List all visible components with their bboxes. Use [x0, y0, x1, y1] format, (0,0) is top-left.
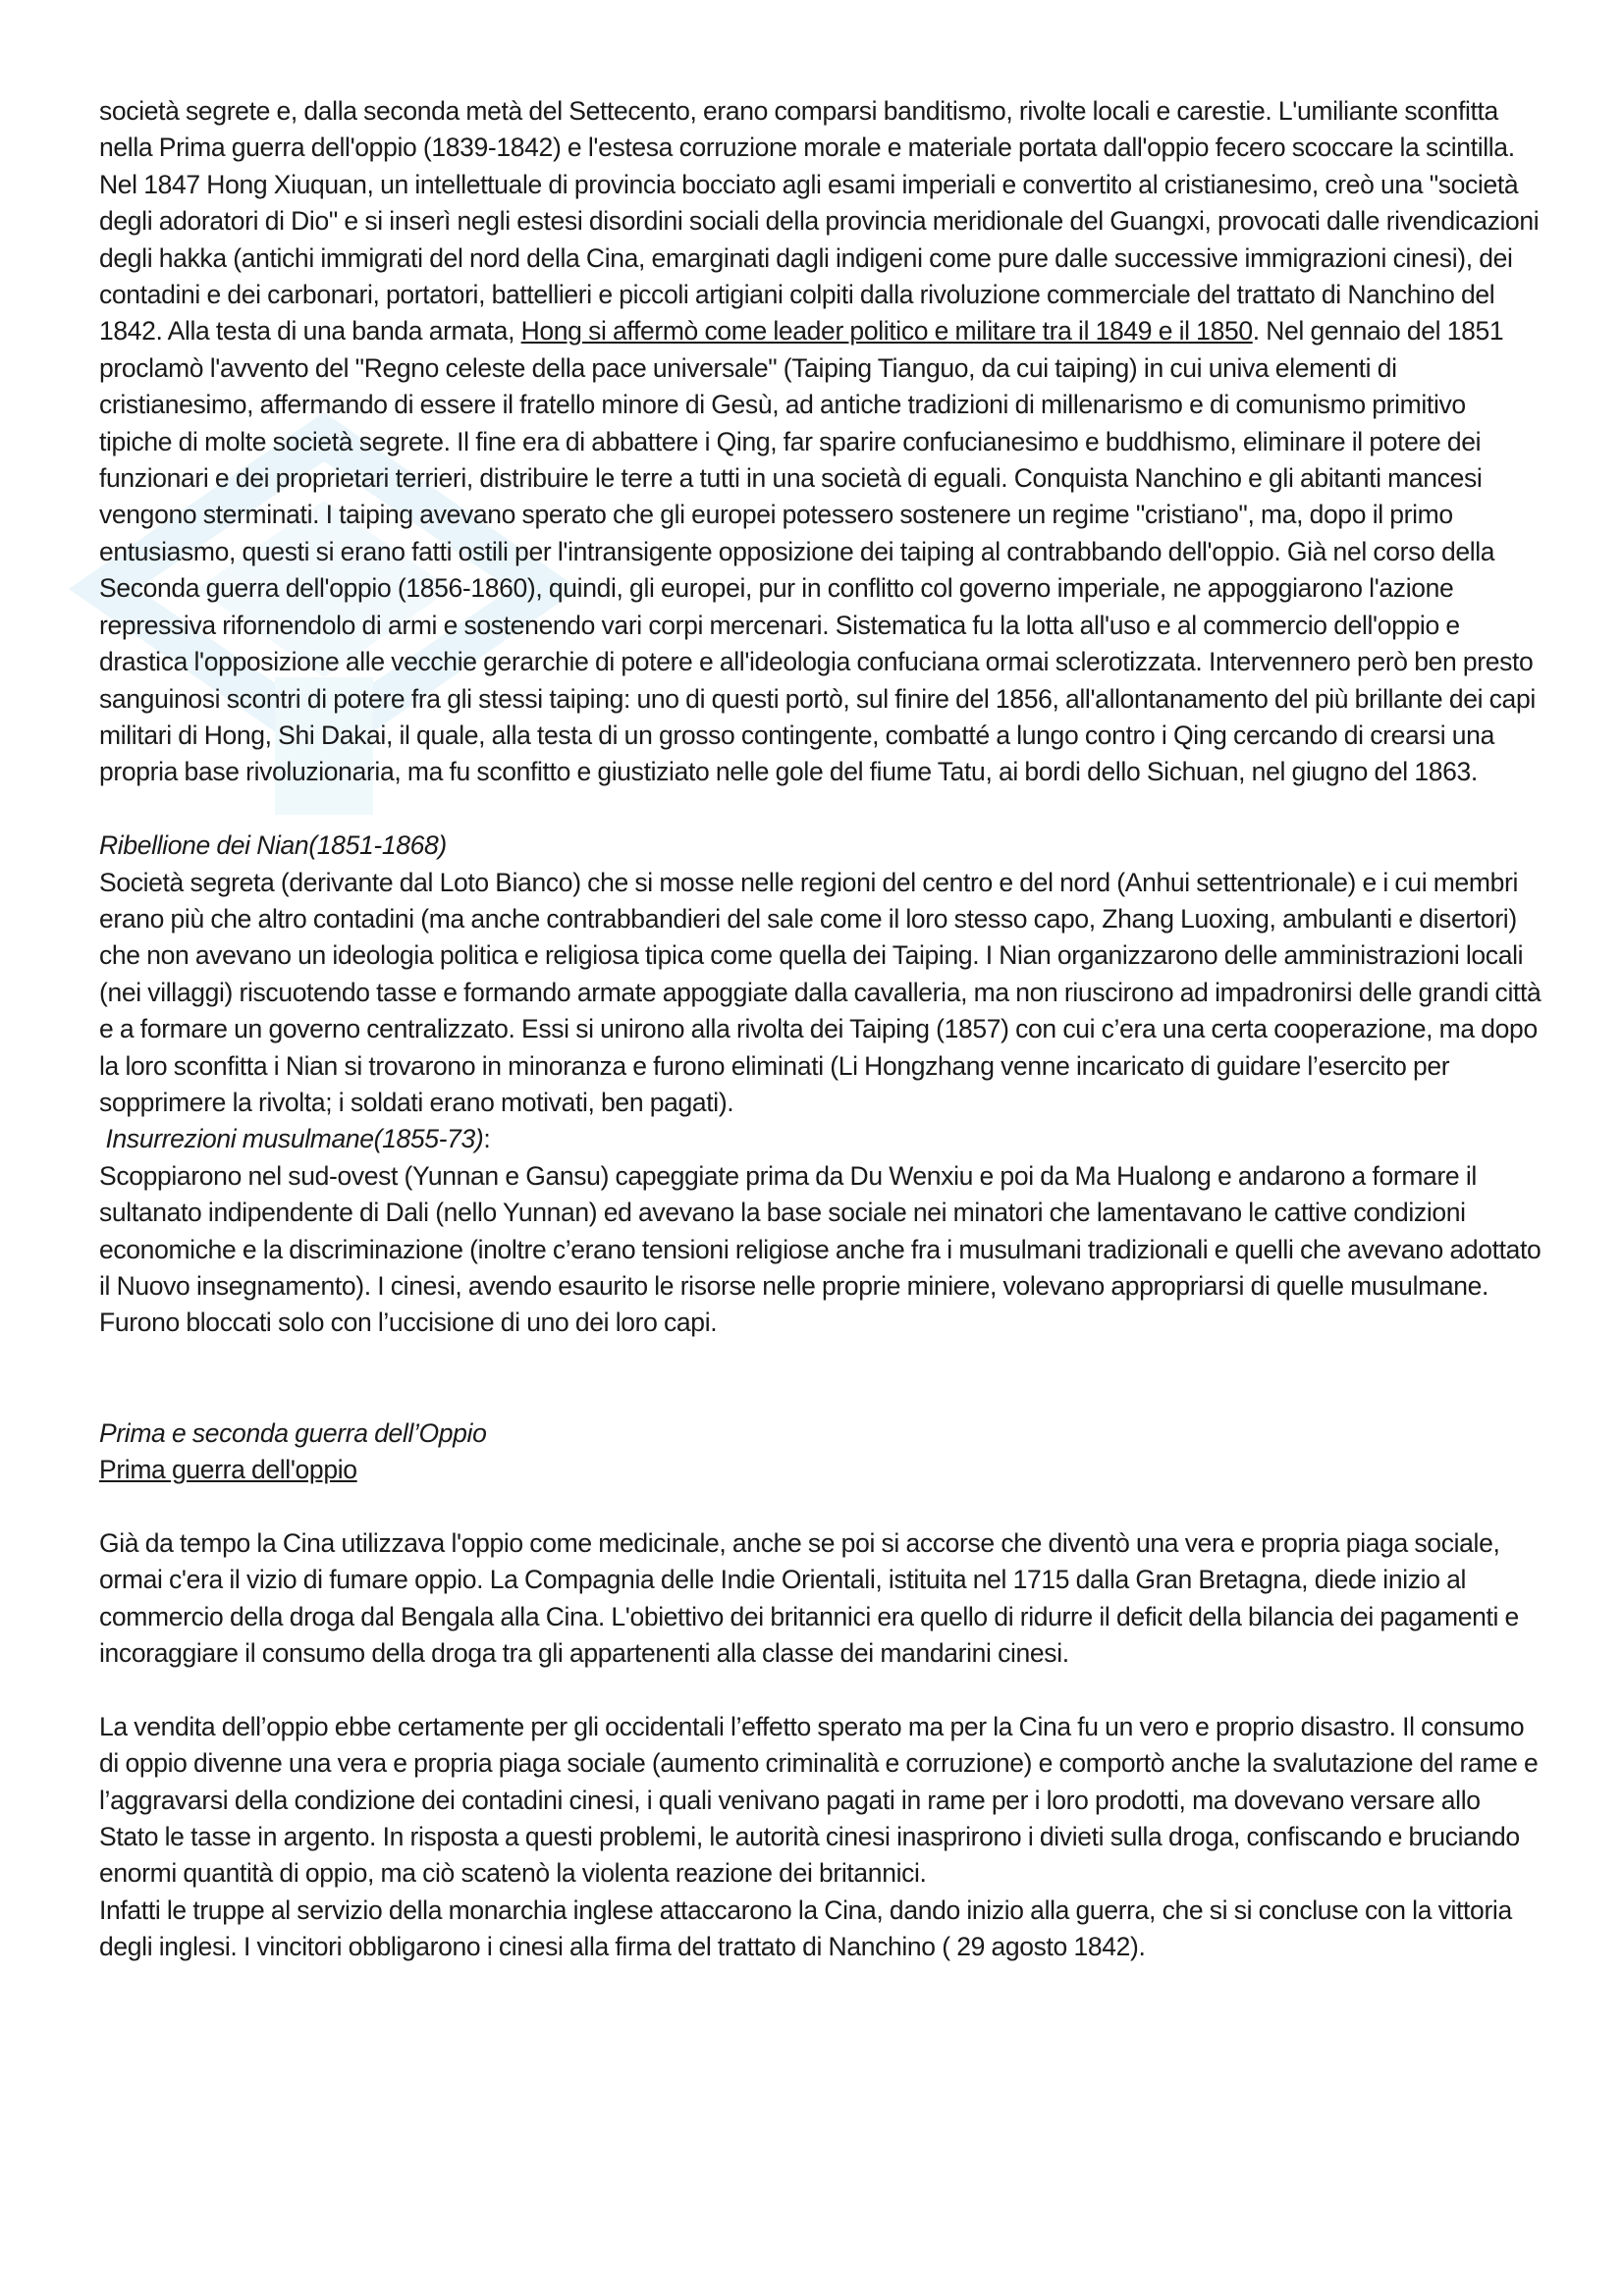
taiping-text-part1: società segrete e, dalla seconda metà del Settecento, erano comparsi banditismo, rivolte locali e carestie. L'umiliante sconfitta nella Prima guerra dell'oppio (1839-1842) e l'estesa corruzione morale e materiale portata dall'oppio fecero scoccare la scintilla. Nel 1847 Hong Xiuquan, un intellettuale di provincia bocciato agli esami imperiali e convertito al cristianesimo, creò una "società degli adoratori di Dio" e si inserì negli estesi disordini sociali della provincia meridionale del Guangxi, provocati dalle rivendicazioni degli hakka (antichi immigrati del nord della Cina, emarginati dagli indigeni come pure dalle successive immigrazioni cinesi), dei contadini e dei carbonari, portatori, battellieri e piccoli artigiani colpiti dalla rivoluzione commerciale del trattato di Nanchino del 1842. Alla testa di una banda armata,	[99, 96, 1540, 347]
opium-paragraph-1: Già da tempo la Cina utilizzava l'oppio come medicinale, anche se poi si accorse che diventò una vera e propria piaga sociale, ormai c'era il vizio di fumare oppio. La Compagnia delle Indie Orientali, istituita nel 1715 dalla Gran Bretagna, diede inizio al commercio della droga dal Bengala alla Cina. L'obiettivo dei britannici era quello di ridurre il deficit della bilancia dei pagamenti e incoraggiare il consumo della droga tra gli appartenenti alla classe dei mandarini cinesi.	[99, 1527, 1519, 1669]
nian-paragraph: Società segreta (derivante dal Loto Bianco) che si mosse nelle regioni del centro e del nord (Anhui settentrionale) e i cui membri erano più che altro contadini (ma anche contrabbandieri del sale come il loro stesso capo, Zhang Luoxing, ambulanti e disertori) che non avevano un ideologia politica e religiosa tipica come quella dei Taiping. I Nian organizzarono delle amministrazioni locali (nei villaggi) riscuotendo tasse e formando armate appoggiate dalla cavalleria, ma non riuscirono ad impadronirsi delle grandi città e a formare un governo centralizzato. Essi si unirono alla rivolta dei Taiping (1857) con cui c’era una certa cooperazione, ma dopo la loro sconfitta i Nian si trovarono in minoranza e furono eliminati (Li Hongzhang venne incaricato di guidare l’esercito per sopprimere la rivolta; i soldati erano motivati, ben pagati).	[99, 867, 1542, 1117]
muslim-heading-line	[99, 1121, 1542, 1157]
muslim-heading-suffix: :	[483, 1124, 491, 1154]
spacer	[99, 1672, 1542, 1708]
nian-heading: Ribellione dei Nian(1851-1868)	[99, 830, 447, 861]
taiping-paragraph	[99, 93, 1542, 791]
opium-subheading: Prima guerra dell'oppio	[99, 1455, 357, 1484]
document-body	[99, 93, 1542, 1966]
muslim-paragraph: Scoppiarono nel sud-ovest (Yunnan e Gansu) capeggiate prima da Du Wenxiu e poi da Ma Hualong e andarono a formare il sultanato indipendente di Dali (nello Yunnan) ed avevano la base sociale nei minatori che lamentavano le cattive condizioni economiche e la discriminazione (inoltre c’erano tensioni religiose anche fra i musulmani tradizionali e quelli che avevano adottato il Nuovo insegnamento). I cinesi, avendo esaurito le risorse nelle proprie miniere, volevano appropriarsi di quelle musulmane. Furono bloccati solo con l’uccisione di uno dei loro capi.	[99, 1160, 1542, 1338]
opium-heading: Prima e seconda guerra dell’Oppio	[99, 1417, 487, 1448]
opium-paragraph-2: La vendita dell’oppio ebbe certamente per gli occidentali l’effetto sperato ma per la Cina fu un vero e proprio disastro. Il consumo di oppio divenne una vera e propria piaga sociale (aumento criminalità e corruzione) e comportò anche la svalutazione del rame e l’aggravarsi della condizione dei contadini cinesi, i quali venivano pagati in rame per i loro prodotti, ma dovevano versare allo Stato le tasse in argento. In risposta a questi problemi, le autorità cinesi inasprirono i divieti sulla droga, confiscando e bruciando enormi quantità di oppio, ma ciò scatenò la violenta reazione dei britannici.	[99, 1711, 1539, 1889]
spacer	[99, 1488, 1542, 1524]
taiping-text-part2: . Nel gennaio del 1851 proclamò l'avvento del "Regno celeste della pace universale" (Taiping Tianguo, da cui taiping) in cui univa elementi di cristianesimo, affermando di essere il fratello minore di Gesù, ad antiche tradizioni di millenarismo e di comunismo primitivo tipiche di molte società segrete. Il fine era di abbattere i Qing, far sparire confucianesimo e buddhismo, eliminare il potere dei funzionari e dei proprietari terrieri, distribuire le terre a tutti in una società di eguali. Conquista Nanchino e gli abitanti mancesi vengono sterminati. I taiping avevano sperato che gli europei potessero sostenere un regime "cristiano", ma, dopo il primo entusiasmo, questi si erano fatti ostili per l'intransigente opposizione dei taiping al contrabbando dell'oppio. Già nel corso della Seconda guerra dell'oppio (1856-1860), quindi, gli europei, pur in conflitto col governo imperiale, ne appoggiarono l'azione repressiva rifornendolo di armi e sostenendo vari corpi mercenari. Sistematica fu la lotta all'uso e al commercio dell'oppio e drastica l'opposizione alle vecchie gerarchie di potere e all'ideologia confuciana ormai sclerotizzata. Intervennero però ben presto sanguinosi scontri di potere fra gli stessi taiping: uno di questi portò, sul finire del 1856, all'allontanamento del più brillante dei capi militari di Hong, Shi Dakai, il quale, alla testa di un grosso contingente, combatté a lungo contro i Qing cercando di crearsi una propria base rivoluzionaria, ma fu sconfitto e giustiziato nelle gole del fiume Tatu, ai bordi dello Sichuan, nel giugno del 1863.	[99, 316, 1536, 787]
muslim-heading: Insurrezioni musulmane(1855-73)	[105, 1124, 484, 1154]
opium-paragraph-3: Infatti le truppe al servizio della monarchia inglese attaccarono la Cina, dando inizio alla guerra, che si si concluse con la vittoria degli inglesi. I vincitori obbligarono i cinesi alla firma del trattato di Nanchino ( 29 agosto 1842).	[99, 1895, 1512, 1962]
taiping-underlined-text: Hong si affermò come leader politico e militare tra il 1849 e il 1850	[520, 316, 1253, 347]
spacer	[99, 1342, 1542, 1415]
spacer	[99, 791, 1542, 828]
